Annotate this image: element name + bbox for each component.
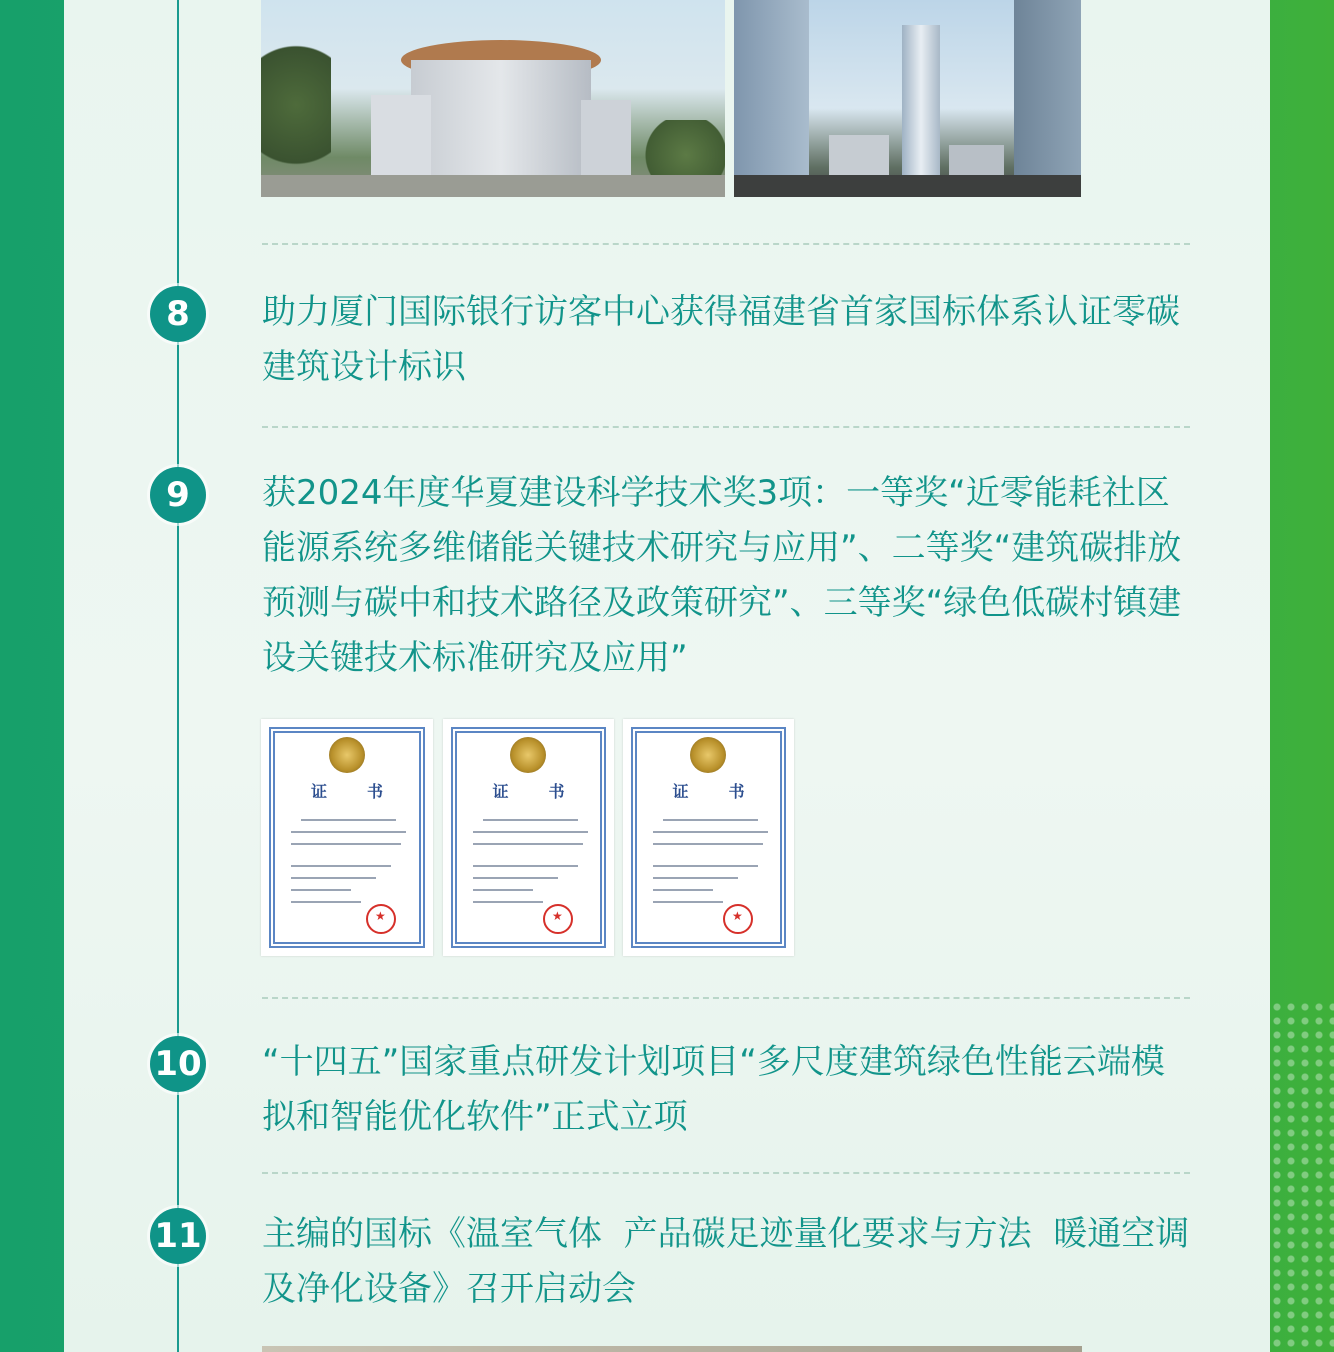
certificate-text-line: [291, 865, 391, 867]
certificate-text-line: [473, 865, 578, 867]
timeline-line: [177, 0, 179, 1352]
certificate-text-line: [291, 901, 361, 903]
item-number-badge: 9: [150, 467, 206, 523]
certificate-text-line: [653, 831, 768, 833]
certificate-title: 证书: [310, 782, 423, 801]
decorative-dots: [1270, 1000, 1334, 1352]
certificate-text-line: [663, 819, 758, 821]
item-number-badge: 8: [150, 286, 206, 342]
certificate-title: 证书: [492, 782, 605, 801]
certificate-text-line: [653, 877, 738, 879]
certificate-text-line: [473, 831, 588, 833]
item-text: “十四五”国家重点研发计划项目“多尺度建筑绿色性能云端模拟和智能优化软件”正式立项: [262, 1042, 1165, 1137]
divider: [262, 997, 1190, 999]
building-photo-right: [734, 0, 1081, 197]
certificate-text-line: [291, 831, 406, 833]
emblem-icon: [329, 737, 365, 773]
red-seal-icon: [543, 904, 573, 934]
certificate-text-line: [473, 843, 583, 845]
divider: [262, 243, 1190, 245]
emblem-icon: [510, 737, 546, 773]
certificate-text-line: [653, 889, 713, 891]
red-seal-icon: [366, 904, 396, 934]
certificate-title: 证书: [672, 782, 785, 801]
next-photo-edge: [262, 1346, 1082, 1352]
item-text: 获2024年度华夏建设科学技术奖3项：一等奖“近零能耗社区能源系统多维储能关键技术研究与应用”、二等奖“建筑碳排放预测与碳中和技术路径及政策研究”、三等奖“绿色低碳村镇建设关键技术标准研究及应用”: [262, 473, 1182, 678]
certificate-text-line: [473, 901, 543, 903]
red-seal-icon: [723, 904, 753, 934]
divider: [262, 426, 1190, 428]
certificate-text-line: [653, 865, 758, 867]
certificate-text-line: [473, 877, 558, 879]
item-text: 助力厦门国际银行访客中心获得福建省首家国标体系认证零碳建筑设计标识: [262, 292, 1180, 387]
item-text: 主编的国标《温室气体 产品碳足迹量化要求与方法 暖通空调及净化设备》召开启动会: [262, 1214, 1190, 1309]
certificate-text-line: [473, 889, 533, 891]
certificate-text-line: [653, 843, 763, 845]
certificate-image: [623, 719, 794, 956]
certificate-text-line: [291, 843, 401, 845]
certificate-text-line: [291, 877, 376, 879]
certificate-text-line: [301, 819, 396, 821]
item-number-badge: 10: [150, 1036, 206, 1092]
certificate-image: [261, 719, 433, 956]
certificate-text-line: [653, 901, 723, 903]
building-photo-left: [261, 0, 725, 197]
certificate-text-line: [291, 889, 351, 891]
item-number-badge: 11: [150, 1208, 206, 1264]
divider: [262, 1172, 1190, 1174]
certificate-image: [443, 719, 614, 956]
emblem-icon: [690, 737, 726, 773]
certificate-text-line: [483, 819, 578, 821]
